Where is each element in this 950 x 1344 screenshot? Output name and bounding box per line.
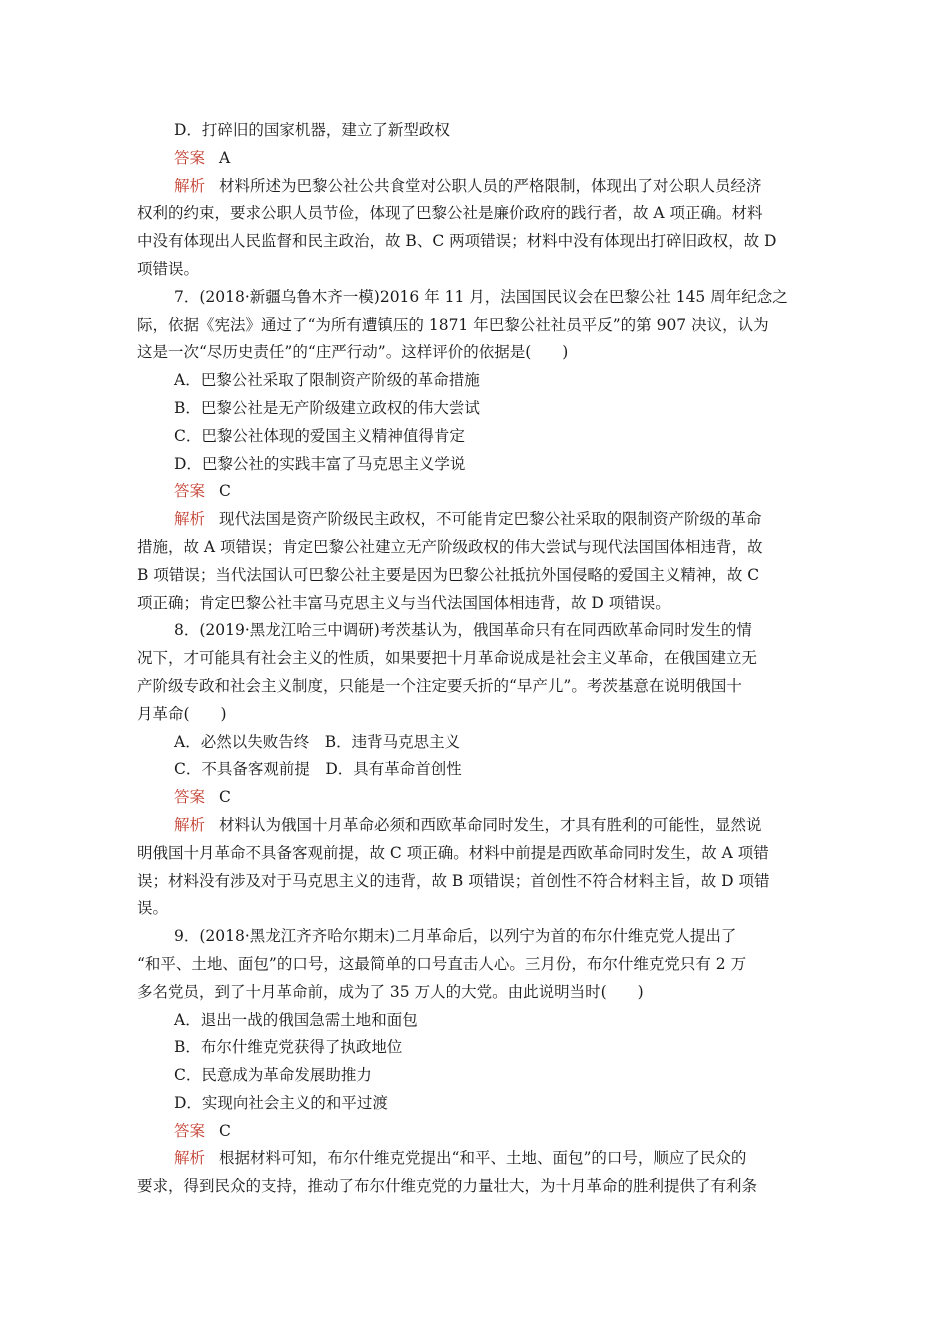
q8-stem-line: 8．(2019·黑龙江哈三中调研)考茨基认为，俄国革命只有在同西欧革命同时发生的情 (174, 621, 752, 640)
q9-option-c: C．民意成为革命发展助推力 (174, 1066, 372, 1085)
answer-value: A (219, 148, 231, 167)
answer-label: 答案 (174, 148, 206, 167)
q9-option-b: B．布尔什维克党获得了执政地位 (174, 1038, 403, 1057)
answer-value: C (219, 788, 231, 807)
q8-answer (137, 784, 813, 812)
document-page (137, 117, 813, 1201)
q8-options-ab: A．必然以失败告终 B．违背马克思主义 (174, 732, 461, 751)
answer-value: C (219, 1121, 231, 1140)
q7-option-c: C．巴黎公社体现的爱国主义精神值得肯定 (174, 426, 465, 445)
q8-analysis-line: 解析 材料认为俄国十月革命必须和西欧革命同时发生，才具有胜利的可能性，显然说 (174, 815, 762, 834)
q9-analysis-line: 解析 根据材料可知，布尔什维克党提出“和平、土地、面包”的口号，顺应了民众的 (174, 1149, 747, 1168)
q9-answer (137, 1118, 813, 1146)
q7-option-a: A．巴黎公社采取了限制资产阶级的革命措施 (174, 371, 480, 390)
q6-option-d: D．打碎旧的国家机器，建立了新型政权 (174, 121, 450, 139)
analysis-label: 解析 (174, 1149, 206, 1168)
q7-answer (137, 478, 813, 506)
q7-stem-line: 7．(2018·新疆乌鲁木齐一模)2016 年 11 月，法国国民议会在巴黎公社 145 周年纪念之 (174, 287, 788, 306)
q9-stem-line: 多名党员，到了十月革命前，成为了 35 万人的大党。由此说明当时( ) (137, 982, 644, 1001)
answer-label: 答案 (174, 1121, 206, 1140)
q7-analysis-line: B 项错误；当代法国认可巴黎公社主要是因为巴黎公社抵抗外国侵略的爱国主义精神，故 C (137, 565, 760, 584)
q9-option-a: A．退出一战的俄国急需土地和面包 (174, 1010, 418, 1029)
q8-analysis-line: 明俄国十月革命不具备客观前提，故 C 项正确。材料中前提是西欧革命同时发生，故 A 项错 (137, 843, 769, 862)
analysis-label: 解析 (174, 176, 206, 195)
q6-answer (137, 145, 813, 173)
q6-analysis-line: 中没有体现出人民监督和民主政治，故 B、C 两项错误；材料中没有体现出打碎旧政权，故 D (137, 232, 777, 251)
q9-analysis-line: 要求，得到民众的支持，推动了布尔什维克党的力量壮大，为十月革命的胜利提供了有利条 (137, 1177, 758, 1196)
q8-analysis-line: 误；材料没有涉及对于马克思主义的违背，故 B 项错误；首创性不符合材料主旨，故 D 项错 (137, 871, 770, 890)
analysis-label: 解析 (174, 510, 206, 529)
analysis-label: 解析 (174, 815, 206, 834)
q8-stem-line: 产阶级专政和社会主义制度，只能是一个注定要夭折的“早产儿”。考茨基意在说明俄国十 (137, 676, 742, 695)
answer-value: C (219, 482, 231, 501)
q6-analysis-line: 项错误。 (137, 259, 200, 278)
answer-label: 答案 (174, 788, 206, 807)
q6-analysis-line: 权利的约束，要求公职人员节俭，体现了巴黎公社是廉价政府的践行者，故 A 项正确。材料 (137, 204, 763, 223)
q7-option-b: B．巴黎公社是无产阶级建立政权的伟大尝试 (174, 398, 480, 417)
q9-stem-line: “和平、土地、面包”的口号，这最简单的口号直击人心。三月份，布尔什维克党只有 2 万 (137, 954, 747, 973)
q7-analysis-line: 项正确；肯定巴黎公社丰富马克思主义与当代法国国体相违背，故 D 项错误。 (137, 593, 671, 612)
q8-stem-line: 月革命( ) (137, 704, 227, 723)
q7-analysis-line: 措施，故 A 项错误；肯定巴黎公社建立无产阶级政权的伟大尝试与现代法国国体相违背，故 (137, 537, 763, 556)
q9-option-d: D．实现向社会主义的和平过渡 (174, 1093, 388, 1112)
q7-analysis-line: 解析 现代法国是资产阶级民主政权，不可能肯定巴黎公社采取的限制资产阶级的革命 (174, 510, 762, 529)
q8-analysis-line: 误。 (137, 899, 169, 918)
q7-option-d: D．巴黎公社的实践丰富了马克思主义学说 (174, 454, 466, 473)
answer-label: 答案 (174, 482, 206, 501)
q7-stem-line: 这是一次“尽历史责任”的“庄严行动”。这样评价的依据是( ) (137, 343, 569, 362)
q7-stem-line: 际，依据《宪法》通过了“为所有遭镇压的 1871 年巴黎公社社员平反”的第 907 决议，认为 (137, 315, 769, 334)
q8-options-cd: C．不具备客观前提 D．具有革命首创性 (174, 760, 462, 779)
q9-stem-line: 9．(2018·黑龙江齐齐哈尔期末)二月革命后，以列宁为首的布尔什维克党人提出了 (174, 927, 737, 946)
q6-analysis-line: 解析 材料所述为巴黎公社公共食堂对公职人员的严格限制，体现出了对公职人员经济 (174, 176, 762, 195)
q8-stem-line: 况下，才可能具有社会主义的性质，如果要把十月革命说成是社会主义革命，在俄国建立无 (137, 649, 758, 668)
